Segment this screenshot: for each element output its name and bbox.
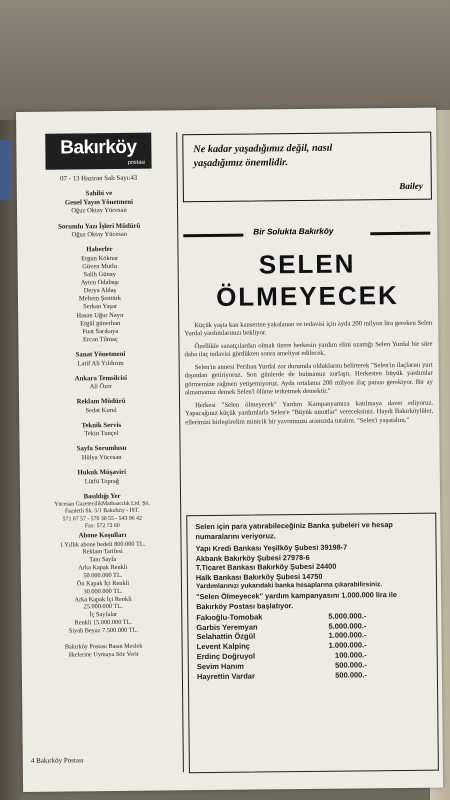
staff-block xyxy=(27,350,175,368)
staff-block xyxy=(25,190,173,217)
quote-line-1: Ne kadar yaşadığımız değil, nasıl xyxy=(193,142,333,156)
staff-name: Hülya Yücesan xyxy=(81,453,122,462)
bank-account: T.Ticaret Bankası Bakırköy Şubesi 24400 xyxy=(195,562,337,573)
staff-name: Oğuz Oktay Yücesan xyxy=(71,230,127,239)
printer-title: Basıldığı Yer xyxy=(83,492,121,501)
subscription-line: 30.000.000 TL. xyxy=(83,587,123,596)
staff-names xyxy=(27,406,175,416)
printer-address xyxy=(28,501,176,531)
logo xyxy=(45,133,151,170)
donor-name: Hayrettin Vardar xyxy=(196,671,255,682)
bank-accounts xyxy=(196,541,430,583)
donor-name: Erdinç Doğruyol xyxy=(196,651,256,662)
staff-name: Ergül günerhan xyxy=(80,319,121,328)
staff-role-line: Teknik Servis xyxy=(81,421,122,430)
staff-names xyxy=(26,254,175,345)
staff-names xyxy=(27,382,175,392)
quote-author: Bailey xyxy=(399,180,423,191)
subscription-line: 50.000.000 TL. xyxy=(83,571,123,580)
staff-name: Oğuz Oktay Yücesan xyxy=(71,207,127,215)
staff-role-line: Sayfa Sorumlusu xyxy=(76,445,127,453)
printer-line: 571 07 57 - 570 30 55 - 543 96 42 xyxy=(62,515,142,523)
donor-name: Sevim Hanım xyxy=(196,661,244,672)
campaign-line: Bakırköy Postası başlatıyor. xyxy=(196,600,294,611)
quote-text xyxy=(193,141,422,171)
donor-row xyxy=(197,670,431,682)
subscription-line: 1 Yıllık abone bedeli 800.000 TL. xyxy=(59,540,146,549)
staff-role-line: Genel Yayın Yönetmeni xyxy=(64,198,134,207)
subscription-line: İç Sayfalar xyxy=(89,611,118,619)
subscription-title: Abone Koşulları xyxy=(78,531,127,540)
bank-intro-line: Selen için para yatırabileceğiniz Banka şubeleri ve hesap xyxy=(195,520,393,532)
section-header xyxy=(183,226,430,241)
section-title: Bir Solukta Bakırköy xyxy=(253,226,334,237)
subscription-line: Arka Kapak Renkli xyxy=(78,564,128,572)
campaign-line: "Selen Ölmeyecek" yardım kampanyasını 1.000.000 lira ile xyxy=(196,589,397,602)
bank-account: Halk Bankası Bakırköy Şubesi 14750 xyxy=(195,572,323,583)
section-rule-right xyxy=(370,232,430,236)
staff-name: Meltem Şentürk xyxy=(78,295,122,303)
bank-info-box xyxy=(186,513,439,774)
printer-line: Fax: 572 72 60 xyxy=(84,522,120,530)
campaign-text xyxy=(196,590,430,612)
subscription-line: 25.000.000 TL. xyxy=(83,603,123,611)
masthead-column xyxy=(24,132,177,659)
donor-list xyxy=(196,610,431,682)
bank-account: Yapı Kredi Bankası Yeşilköy Şubesi 39198-7 xyxy=(195,542,348,553)
staff-role-line: Haberler xyxy=(86,246,113,254)
subscription-line: Renkli 15.000.000 TL. xyxy=(74,619,133,627)
staff-block xyxy=(27,398,175,416)
staff-name: Ali Özer xyxy=(89,383,113,391)
printer-line: Yücesan GazetecilikMatbaacılık Ltd. Şti. xyxy=(54,500,151,508)
logo-text: Bakırköy xyxy=(60,136,137,159)
article-headline xyxy=(183,248,431,314)
article-paragraph: Herkesi "Selen ölmeyecek" Yardım Kampanyamıza katılmaya davet ediyoruz. Yapacağınız küçük yardımlarla Selen'e "Büyük umutlar" vereceksiniz. Haydi Bakırköylüler, ellerimizi birleştirelim minicik bir yavrumuzu aramızda tutalım. "Selen'i yaşatalım." xyxy=(185,399,434,426)
logo-subtext: postası xyxy=(127,159,146,166)
press-ethics-note xyxy=(30,642,178,659)
section-rule-left xyxy=(183,234,243,238)
page-number: 4 Bakırköy Postası xyxy=(30,756,84,765)
donor-name: Selahattin Özgül xyxy=(196,631,256,642)
staff-role-line: Sanat Yönetmeni xyxy=(75,350,126,359)
staff-role-line: Sorumlu Yazı İşleri Müdürü xyxy=(58,222,141,231)
subscription-line: Reklam Tarifesi xyxy=(82,548,123,556)
staff-block xyxy=(25,246,174,345)
article-paragraph: Selen'in annesi Perihan Yurdal zor durumda olduklarını belirterek "Selen'in ilaçlarını yurt dışından getiriyoruz. Son günlerde de bulmamız zorlaştı. Herkesten büyük yardımlar görmemize rağmen yetişemiyoruz. Ayda ortalama 200 milyon ilaç parası gerekiyor. Bir ay almamamız demek Selen'i ölüme terketmek demektir." xyxy=(184,361,433,397)
staff-role-line: Reklam Müdürü xyxy=(76,398,126,406)
staff-role-line: Ankara Temsilcisi xyxy=(74,374,127,383)
printer-block xyxy=(28,492,176,531)
staff-role-line: Hukuk Müşaviri xyxy=(77,468,127,477)
bank-note: Yardımlarınızı yukarıdaki banka hesaplarına çıkarabilirsiniz. xyxy=(195,581,383,591)
donor-amount: 100.000.- xyxy=(334,650,367,660)
staff-role xyxy=(25,190,173,209)
magazine-page xyxy=(16,108,443,792)
staff-name: Fuat Sarıkaya xyxy=(82,327,119,336)
donor-name: Levent Kalpinç xyxy=(196,641,251,652)
quote-box xyxy=(182,132,432,203)
staff-name: Ergun Köknar xyxy=(81,254,119,262)
footnote-line: Bakırköy Postası Basın Meslek xyxy=(64,642,143,651)
staff-name: Sedat Kımıl xyxy=(85,406,117,415)
staff-name: Lütfü Toprağ xyxy=(84,477,120,485)
staff-name: Serkan Yaşar xyxy=(83,303,118,311)
subscription-line: Tam Sayfa xyxy=(89,556,117,564)
donor-amount: 1.000.000.- xyxy=(328,640,367,651)
subscription-block xyxy=(28,531,177,635)
staff-block xyxy=(27,421,175,439)
staff-list xyxy=(25,190,176,487)
background-wall xyxy=(0,0,450,120)
headline-line-2: ÖLMEYECEK xyxy=(215,279,399,312)
article-paragraph: Özellikle sanatçılardan olmak üzere herkesin yardım elini uzattığı Selen Yurdal bir süre daha ilaç tedavisi gördükten sonra ameliyat edilecek. xyxy=(184,340,433,359)
staff-name: Latif Ali Yıldırım xyxy=(77,359,124,367)
staff-names xyxy=(28,477,176,487)
staff-names xyxy=(25,207,173,217)
quote-line-2: yaşadığımız önemlidir. xyxy=(193,156,289,169)
bank-account: Akbank Bakırköy Şubesi 27978-6 xyxy=(195,552,310,563)
printer-line: Fazıletli Sk. 5/1 Bakırköy - İST. xyxy=(64,508,140,515)
donor-amount: 500.000.- xyxy=(335,660,367,670)
staff-block xyxy=(28,445,176,463)
staff-role-line: Sahibi ve xyxy=(85,190,113,198)
staff-name: Salih Günay xyxy=(83,270,116,279)
staff-names xyxy=(28,453,176,463)
bank-intro-line: numaralarını veriyoruz. xyxy=(195,531,276,541)
staff-names xyxy=(27,430,175,440)
staff-name: Tekin Tunçel xyxy=(84,430,119,438)
article-paragraph: Küçük yaşta kan kanserine yakalanan ve tedavisi için ayda 200 milyon lira gereken Selen Yurdal yardımlarınızı bekliyor. xyxy=(184,319,433,338)
donor-name: Garbis Yeremyan xyxy=(196,622,258,632)
staff-block xyxy=(28,468,176,486)
staff-name: Ayten Odabaşı xyxy=(80,278,119,287)
background-blue-object xyxy=(0,140,12,200)
staff-name: Ercan Tilmaç xyxy=(82,335,118,344)
staff-names xyxy=(27,359,175,369)
headline-line-1: SELEN xyxy=(258,248,356,280)
subscription-line: Arka Kapak İçi Renkli xyxy=(74,595,132,604)
bank-intro xyxy=(195,520,429,542)
donor-amount: 500.000.- xyxy=(335,670,367,680)
staff-names xyxy=(25,230,173,240)
staff-name: Derya Aldaş xyxy=(83,287,117,295)
bank-info-content xyxy=(195,520,431,682)
donor-amount: 5.000.000.- xyxy=(328,620,367,631)
article-body xyxy=(184,320,433,432)
staff-block xyxy=(25,222,173,240)
staff-name: Hasan Uğur Nayır xyxy=(76,311,124,319)
subscription-details xyxy=(28,540,177,636)
subscription-line: Ön Kapak İçi Renkli xyxy=(76,579,130,588)
donor-name: Fakıoğlu-Tomobak xyxy=(196,612,263,622)
staff-name: Güven Mutlu xyxy=(82,262,118,271)
staff-block xyxy=(27,374,175,392)
issue-info: 07 - 13 Haziran Salı Sayı:43 xyxy=(60,174,138,183)
donor-amount: 1.000.000.- xyxy=(328,630,367,641)
subscription-line: Siyah Beyaz 7.500.000 TL. xyxy=(68,626,139,635)
footnote-line: ilkelerine Uymaya Söz Verir xyxy=(68,650,139,659)
donor-amount: 5.000.000.- xyxy=(328,611,367,621)
